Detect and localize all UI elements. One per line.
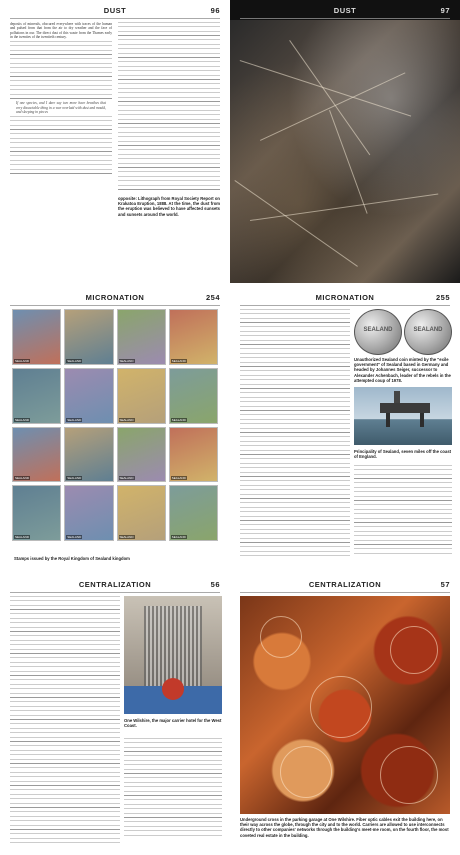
stamp-label: SEALAND [119, 358, 134, 363]
stamp-label: SEALAND [67, 417, 82, 422]
text-column [124, 738, 222, 847]
stamp-label: SEALAND [15, 358, 30, 363]
stamp-tile [12, 309, 61, 365]
stamp-tile [12, 368, 61, 424]
spread-micronation [0, 287, 460, 569]
fiber-cable-photo [240, 596, 450, 814]
running-head [10, 6, 220, 19]
text-column [354, 465, 452, 561]
chapter-title: MICRONATION [85, 293, 145, 302]
chapter-title: DUST [333, 6, 357, 15]
chapter-title: DUST [103, 6, 127, 15]
stamp-label: SEALAND [171, 476, 186, 481]
spread-centralization [0, 574, 460, 855]
figure-caption: Unauthorized Sealand coin minted by the "exile government" of Sealand based in Germany and headed by Johannes Seiger, successor to Alexander Achenbach, leader of the rebels in the attempted coup of 1978. [354, 357, 451, 383]
body-text-block [10, 116, 112, 174]
coin-reverse: SEALAND [404, 309, 452, 355]
running-head [10, 580, 220, 593]
page-dust-96 [0, 0, 230, 283]
text-columns [10, 22, 220, 277]
text-column-left [10, 22, 112, 277]
stamp-tile [12, 427, 61, 483]
body-text-block [240, 309, 350, 559]
stamp-tile [117, 309, 166, 365]
block-quote: If one species, and I dare say two more have breathes that very dissociable thing in a war overlaid with dust and mould, and sleeping in pieces [16, 101, 106, 114]
text-column [240, 309, 350, 563]
stamp-tile [64, 485, 113, 541]
page-centralization-56 [0, 574, 230, 855]
body-text-block [118, 22, 220, 192]
text-column [10, 596, 120, 849]
stamp-tile [169, 485, 218, 541]
page-number: 56 [210, 580, 220, 589]
chapter-title: MICRONATION [315, 293, 375, 302]
page-dust-97 [230, 0, 460, 283]
stamp-label: SEALAND [119, 535, 134, 539]
dust-fibre-photo [230, 20, 460, 283]
page-number: 254 [205, 293, 220, 302]
stamp-label: SEALAND [119, 417, 134, 422]
stamp-label: SEALAND [171, 535, 186, 539]
spread-dust [0, 0, 460, 283]
page-micronation-254 [0, 287, 230, 569]
body-text-block [10, 41, 112, 101]
coin-obverse: SEALAND [354, 309, 402, 355]
figure-caption: Underground cross in the parking garage at One Wilshire. Fiber optic cables exit the building here, on their way across the globe, through the city and to the world. Carriers are allowed to use interconnects directly to other companies' networks through the building's meet-me room, on the fourth floor, the most coveted real estate in the building. [240, 817, 449, 838]
running-head [240, 6, 450, 19]
chapter-title: CENTRALIZATION [308, 580, 382, 589]
stamp-label: SEALAND [67, 535, 82, 539]
stamp-tile [117, 368, 166, 424]
body-text-block [10, 596, 120, 846]
stamp-tile [64, 427, 113, 483]
running-head [240, 293, 450, 306]
text-column-right [118, 22, 220, 277]
figure-caption: Principality of Sealand, seven miles off the coast of England. [354, 449, 452, 460]
stamp-tile [12, 485, 61, 541]
running-head [240, 580, 450, 593]
page-number: 57 [440, 580, 450, 589]
figure-caption: Stamps issued by the Royal Kingdom of Sealand kingdom [14, 555, 130, 561]
stamp-tile [169, 368, 218, 424]
stamp-grid [12, 309, 218, 541]
stamp-label: SEALAND [67, 476, 82, 481]
stamp-tile [169, 427, 218, 483]
stamp-label: SEALAND [171, 417, 186, 422]
running-head [10, 293, 220, 306]
page-number: 96 [210, 6, 220, 15]
chapter-title: CENTRALIZATION [78, 580, 152, 589]
body-paragraph: deposits of minerals, obscured everywhere with traces of the human and pulsed from that from the air to dry weather and the face of pollutions in our. The direct dust of this waste from the Thames early in the twenties of the twentieth century. [10, 22, 112, 40]
stamp-tile [117, 427, 166, 483]
stamp-label: SEALAND [67, 358, 82, 363]
text-columns [10, 596, 120, 849]
page-number: 97 [440, 6, 450, 15]
stamp-tile [64, 309, 113, 365]
page-number: 255 [435, 293, 450, 302]
sealand-platform-photo [354, 387, 452, 445]
stamp-label: SEALAND [119, 476, 134, 481]
stamp-tile [64, 368, 113, 424]
sealand-coins-photo [354, 309, 452, 353]
stamp-label: SEALAND [15, 535, 30, 539]
stamp-tile [169, 309, 218, 365]
figure-caption: One Wilshire, the major carrier hotel for the West Coast. [124, 718, 222, 729]
stamp-tile [117, 485, 166, 541]
stamp-label: SEALAND [15, 476, 30, 481]
stamp-label: SEALAND [15, 417, 30, 422]
text-columns [240, 309, 350, 563]
one-wilshire-photo [124, 596, 222, 714]
figure-caption: opposite: Lithograph from Royal Society Report on Krakatoa Eruption, 1888. At the time, the dust from the eruption was believed to have affected sunsets and sunsets around the world. [118, 196, 220, 217]
page-centralization-57 [230, 574, 460, 855]
stamp-label: SEALAND [171, 358, 186, 363]
page-micronation-255 [230, 287, 460, 569]
